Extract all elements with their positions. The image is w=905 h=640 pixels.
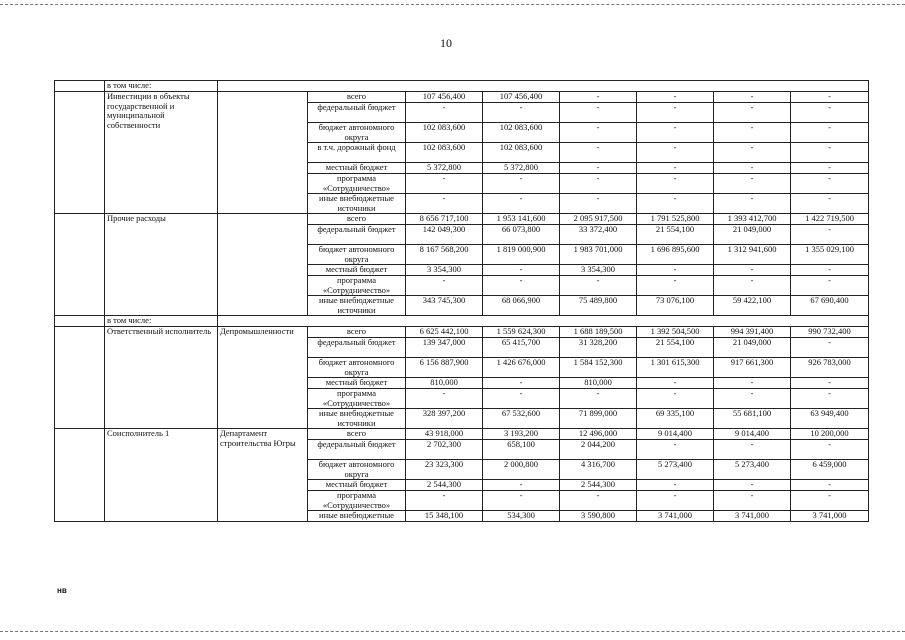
funding-source-cell: всего [308, 92, 406, 103]
value-cell: - [637, 378, 714, 389]
value-cell: 1 983 701,000 [560, 245, 637, 265]
value-cell: 2 000,800 [483, 460, 560, 480]
value-cell: - [637, 276, 714, 296]
value-cell: - [714, 480, 791, 491]
value-cell: 59 422,100 [714, 296, 791, 316]
value-cell: 107 456,400 [483, 92, 560, 103]
value-cell: 21 049,000 [714, 225, 791, 245]
value-cell: - [560, 92, 637, 103]
value-cell: 1 953 141,600 [483, 214, 560, 225]
value-cell: 142 049,300 [406, 225, 483, 245]
value-cell: 2 544,300 [560, 480, 637, 491]
value-cell: - [637, 491, 714, 511]
empty-cell [55, 327, 105, 429]
table-row [55, 81, 869, 92]
value-cell: 810,000 [560, 378, 637, 389]
executor-cell: Депромышленности [218, 327, 308, 429]
value-cell: 10 200,000 [791, 429, 869, 440]
value-cell: 1 791 525,800 [637, 214, 714, 225]
value-cell: 534,300 [483, 511, 560, 522]
value-cell: 67 690,400 [791, 296, 869, 316]
value-cell: 3 741,000 [791, 511, 869, 522]
value-cell: - [714, 276, 791, 296]
funding-source-cell: бюджет автономного округа [308, 358, 406, 378]
value-cell: - [791, 174, 869, 194]
value-cell: 21 554,100 [637, 338, 714, 358]
value-cell: - [714, 194, 791, 214]
value-cell: 1 355 029,100 [791, 245, 869, 265]
funding-source-cell: программа «Сотрудничество» [308, 389, 406, 409]
value-cell: - [714, 389, 791, 409]
funding-source-cell: программа «Сотрудничество» [308, 276, 406, 296]
value-cell: 2 095 917,500 [560, 214, 637, 225]
empty-cell [218, 316, 869, 327]
value-cell: 2 044,200 [560, 440, 637, 460]
value-cell: 107 456,400 [406, 92, 483, 103]
value-cell: - [791, 480, 869, 491]
value-cell: 6 156 887,900 [406, 358, 483, 378]
value-cell: 6 459,000 [791, 460, 869, 480]
note-cell: в том числе: [105, 81, 218, 92]
value-cell: 66 073,800 [483, 225, 560, 245]
value-cell: 21 049,000 [714, 338, 791, 358]
value-cell: - [791, 143, 869, 163]
funding-source-cell: местный бюджет [308, 163, 406, 174]
value-cell: - [714, 378, 791, 389]
value-cell: - [560, 163, 637, 174]
value-cell: - [637, 194, 714, 214]
value-cell: - [637, 480, 714, 491]
value-cell: - [406, 194, 483, 214]
value-cell: 67 532,600 [483, 409, 560, 429]
value-cell: - [483, 276, 560, 296]
value-cell: - [791, 265, 869, 276]
table-row [55, 316, 869, 327]
value-cell: - [791, 440, 869, 460]
funding-source-cell: федеральный бюджет [308, 440, 406, 460]
funding-source-cell: федеральный бюджет [308, 338, 406, 358]
value-cell: - [560, 123, 637, 143]
value-cell: 5 273,400 [637, 460, 714, 480]
value-cell: 65 415,700 [483, 338, 560, 358]
value-cell: - [791, 103, 869, 123]
funding-source-cell: федеральный бюджет [308, 103, 406, 123]
funding-source-cell: иные внебюджетные источники [308, 194, 406, 214]
value-cell: 5 372,800 [483, 163, 560, 174]
funding-source-cell: бюджет автономного округа [308, 245, 406, 265]
value-cell: - [714, 265, 791, 276]
funding-source-cell: иные внебюджетные источники [308, 409, 406, 429]
value-cell: 6 625 442,100 [406, 327, 483, 338]
value-cell: 3 741,000 [637, 511, 714, 522]
value-cell: - [791, 338, 869, 358]
value-cell: 23 323,300 [406, 460, 483, 480]
value-cell: - [791, 123, 869, 143]
budget-table-body [55, 81, 869, 522]
funding-source-cell: бюджет автономного округа [308, 123, 406, 143]
funding-source-cell: всего [308, 429, 406, 440]
table-row [55, 429, 869, 440]
value-cell: 1 392 504,500 [637, 327, 714, 338]
value-cell: 12 496,000 [560, 429, 637, 440]
value-cell: 990 732,400 [791, 327, 869, 338]
value-cell: 71 899,000 [560, 409, 637, 429]
value-cell: 9 014,400 [637, 429, 714, 440]
value-cell: 8 656 717,100 [406, 214, 483, 225]
value-cell: - [791, 225, 869, 245]
value-cell: - [791, 378, 869, 389]
value-cell: - [714, 103, 791, 123]
value-cell: - [560, 194, 637, 214]
value-cell: 1 426 676,000 [483, 358, 560, 378]
value-cell: 2 702,300 [406, 440, 483, 460]
value-cell: 658,100 [483, 440, 560, 460]
value-cell: - [637, 103, 714, 123]
value-cell: - [406, 276, 483, 296]
value-cell: - [714, 123, 791, 143]
value-cell: - [483, 265, 560, 276]
value-cell: 1 301 615,300 [637, 358, 714, 378]
value-cell: - [406, 103, 483, 123]
value-cell: 102 083,600 [406, 143, 483, 163]
value-cell: - [560, 103, 637, 123]
value-cell: 55 681,100 [714, 409, 791, 429]
empty-cell [55, 214, 105, 316]
value-cell: - [637, 389, 714, 409]
value-cell: 1 696 895,600 [637, 245, 714, 265]
value-cell: 1 688 189,500 [560, 327, 637, 338]
value-cell: - [791, 389, 869, 409]
value-cell: 139 347,000 [406, 338, 483, 358]
value-cell: 926 783,000 [791, 358, 869, 378]
funding-source-cell: местный бюджет [308, 265, 406, 276]
value-cell: - [637, 174, 714, 194]
value-cell: - [483, 480, 560, 491]
value-cell: - [483, 194, 560, 214]
empty-cell [55, 316, 105, 327]
value-cell: - [714, 143, 791, 163]
value-cell: 9 014,400 [714, 429, 791, 440]
value-cell: - [791, 194, 869, 214]
value-cell: - [560, 174, 637, 194]
value-cell: 69 335,100 [637, 409, 714, 429]
value-cell: - [406, 389, 483, 409]
value-cell: - [791, 276, 869, 296]
value-cell: 917 661,300 [714, 358, 791, 378]
funding-source-cell: всего [308, 214, 406, 225]
value-cell: 68 066,900 [483, 296, 560, 316]
value-cell: - [483, 174, 560, 194]
value-cell: 15 348,100 [406, 511, 483, 522]
value-cell: - [791, 92, 869, 103]
value-cell: 5 372,800 [406, 163, 483, 174]
measure-name-cell: Инвестиции в объекты государственной и муниципальной собственности [105, 92, 218, 214]
value-cell: 8 167 568,200 [406, 245, 483, 265]
note-cell: в том числе: [105, 316, 218, 327]
scan-edge-bottom [0, 631, 905, 632]
value-cell: - [714, 174, 791, 194]
value-cell: - [483, 378, 560, 389]
empty-cell [55, 92, 105, 214]
funding-source-cell: иные внебюджетные [308, 511, 406, 522]
value-cell: - [637, 440, 714, 460]
executor-cell [218, 214, 308, 316]
value-cell: 73 076,100 [637, 296, 714, 316]
value-cell: - [791, 491, 869, 511]
executor-cell: Департамент строительства Югры [218, 429, 308, 522]
value-cell: 2 544,300 [406, 480, 483, 491]
value-cell: - [637, 92, 714, 103]
page-number: 10 [440, 36, 452, 50]
value-cell: - [637, 123, 714, 143]
value-cell: - [483, 103, 560, 123]
empty-cell [55, 81, 105, 92]
value-cell: - [714, 163, 791, 174]
executor-cell [218, 92, 308, 214]
value-cell: - [637, 143, 714, 163]
value-cell: 3 354,300 [406, 265, 483, 276]
scan-edge-top [0, 4, 905, 5]
value-cell: - [406, 491, 483, 511]
value-cell: 1 819 000,900 [483, 245, 560, 265]
measure-name-cell: Ответственный исполнитель [105, 327, 218, 429]
value-cell: 343 745,300 [406, 296, 483, 316]
value-cell: 63 949,400 [791, 409, 869, 429]
funding-source-cell: программа «Сотрудничество» [308, 491, 406, 511]
value-cell: 102 083,600 [483, 143, 560, 163]
value-cell: - [560, 276, 637, 296]
measure-name-cell: Соисполнитель 1 [105, 429, 218, 522]
funding-source-cell: иные внебюджетные источники [308, 296, 406, 316]
value-cell: 994 391,400 [714, 327, 791, 338]
value-cell: 43 918,000 [406, 429, 483, 440]
value-cell: - [560, 491, 637, 511]
value-cell: - [483, 491, 560, 511]
value-cell: - [483, 389, 560, 409]
value-cell: 1 312 941,600 [714, 245, 791, 265]
table-row [55, 327, 869, 338]
value-cell: - [637, 163, 714, 174]
value-cell: 75 489,800 [560, 296, 637, 316]
table-row [55, 214, 869, 225]
value-cell: - [637, 265, 714, 276]
value-cell: 3 590,800 [560, 511, 637, 522]
value-cell: - [560, 143, 637, 163]
budget-table [54, 80, 869, 522]
value-cell: - [714, 491, 791, 511]
table-row [55, 92, 869, 103]
value-cell: 102 083,600 [483, 123, 560, 143]
funding-source-cell: программа «Сотрудничество» [308, 174, 406, 194]
value-cell: 328 397,200 [406, 409, 483, 429]
value-cell: 3 354,300 [560, 265, 637, 276]
value-cell: 31 328,200 [560, 338, 637, 358]
value-cell: 4 316,700 [560, 460, 637, 480]
value-cell: 33 372,400 [560, 225, 637, 245]
value-cell: - [714, 440, 791, 460]
value-cell: - [791, 163, 869, 174]
value-cell: - [406, 174, 483, 194]
measure-name-cell: Прочие расходы [105, 214, 218, 316]
value-cell: - [560, 389, 637, 409]
value-cell: 3 193,200 [483, 429, 560, 440]
value-cell: 3 741,000 [714, 511, 791, 522]
value-cell: 1 584 152,300 [560, 358, 637, 378]
funding-source-cell: в т.ч. дорожный фонд [308, 143, 406, 163]
empty-cell [218, 81, 869, 92]
value-cell: 1 393 412,700 [714, 214, 791, 225]
value-cell: 21 554,100 [637, 225, 714, 245]
funding-source-cell: местный бюджет [308, 378, 406, 389]
value-cell: 102 083,600 [406, 123, 483, 143]
value-cell: 810,000 [406, 378, 483, 389]
value-cell: 5 273,400 [714, 460, 791, 480]
funding-source-cell: местный бюджет [308, 480, 406, 491]
value-cell: - [714, 92, 791, 103]
funding-source-cell: всего [308, 327, 406, 338]
footer-mark: нв [57, 586, 67, 595]
funding-source-cell: федеральный бюджет [308, 225, 406, 245]
value-cell: 1 422 719,500 [791, 214, 869, 225]
funding-source-cell: бюджет автономного округа [308, 460, 406, 480]
empty-cell [55, 429, 105, 522]
value-cell: 1 559 624,300 [483, 327, 560, 338]
